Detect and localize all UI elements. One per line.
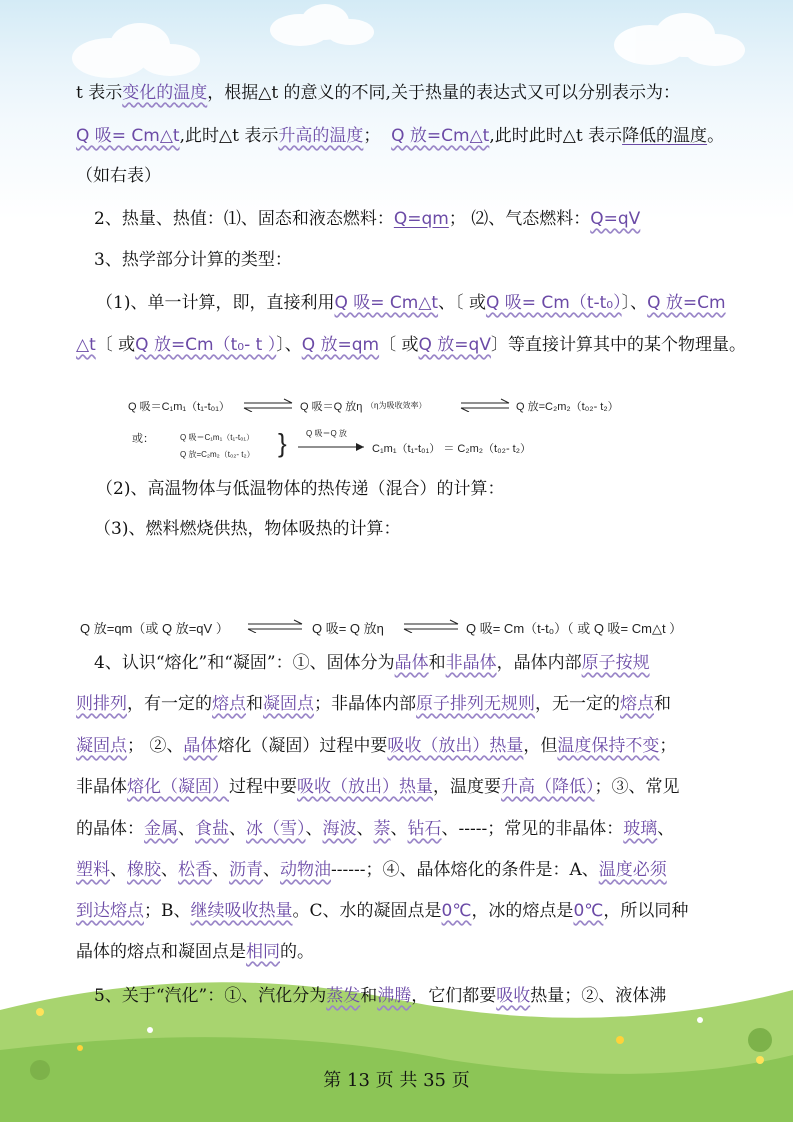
line-15 <box>76 857 667 883</box>
line-9: （3)、燃料燃烧供热，物体吸热的计算： <box>94 519 401 539</box>
answer: 升高（降低） <box>501 777 595 797</box>
line-1 <box>76 80 680 106</box>
answer: 吸收（放出）热量 <box>387 736 524 756</box>
answer: 原子按规 <box>581 653 650 673</box>
formula: Q 放=qm（或 Q 放=qV ） <box>80 621 229 636</box>
answer: 非晶体 <box>445 653 497 673</box>
line-10 <box>94 650 650 676</box>
text: （1)、单一计算，即，直接利用 <box>96 293 335 313</box>
text: 、 <box>390 819 408 839</box>
formula: Q 吸＝C₁m₁（t₁-t₀₁） <box>180 433 255 442</box>
text: ，温度要 <box>433 777 501 797</box>
answer: 玻璃 <box>623 819 658 839</box>
line-11 <box>76 691 671 717</box>
text: ；非晶体内部 <box>314 694 416 714</box>
text: 的晶体： <box>76 819 144 839</box>
text: 、 <box>263 860 280 880</box>
text: 和 <box>428 653 446 673</box>
answer: 晶体 <box>183 736 218 756</box>
answer: 沥青 <box>229 860 263 880</box>
answer: Q 吸= Cm△t <box>76 126 180 146</box>
line-18 <box>94 983 666 1009</box>
text: 2、热量、热值：⑴、固态和液态燃料： <box>94 209 394 229</box>
or-label: 或： <box>132 433 154 445</box>
text: ； <box>659 736 677 756</box>
answer: 金属 <box>144 819 178 839</box>
text: 。 <box>707 126 725 146</box>
equilibrium-arrow-icon <box>246 619 304 633</box>
formula-box-fuel <box>76 614 702 640</box>
answer: 熔化（凝固） <box>127 777 229 797</box>
answer: 凝固点 <box>76 736 127 756</box>
arrow-right-icon <box>296 442 366 452</box>
answer: 相同 <box>246 942 280 962</box>
answer: 吸收 <box>496 986 531 1006</box>
text: 、〔 或 <box>438 293 486 313</box>
formula: Q 吸＝C₁m₁（t₁-t₀₁） <box>128 401 230 413</box>
answer: 萘 <box>373 819 391 839</box>
answer: 冰（雪） <box>246 819 306 839</box>
answer: 0℃ <box>441 901 472 921</box>
equilibrium-arrow-icon <box>402 619 460 633</box>
line-14 <box>76 816 674 842</box>
text: ,此时△t 表示 <box>179 126 279 146</box>
answer: 海波 <box>322 819 357 839</box>
text: ，有一定的 <box>127 694 212 714</box>
answer: 继续吸收热量 <box>190 901 293 921</box>
text: ，但 <box>523 736 558 756</box>
answer: 变化的温度 <box>122 83 208 103</box>
text: ，它们都要 <box>411 986 497 1006</box>
line-17 <box>76 939 314 965</box>
text: 。C、水的凝固点是 <box>292 901 442 921</box>
answer: 沸腾 <box>377 986 412 1006</box>
answer: Q=qm <box>393 209 449 229</box>
text: 、 <box>305 819 323 839</box>
answer: Q 吸= Cm△t <box>334 293 439 313</box>
text: 〕等直接计算其中的某个物理量。 <box>490 335 746 355</box>
text: 〔 或 <box>379 335 419 355</box>
text: 和 <box>360 986 378 1006</box>
text: 、 <box>356 819 374 839</box>
answer: 橡胶 <box>127 860 161 880</box>
brace-icon: } <box>278 428 287 458</box>
text: ，所以同种 <box>603 901 689 921</box>
formula: Q 放=C₂m₂（t₀₂- t₂） <box>180 450 255 459</box>
answer: 温度保持不变 <box>557 736 660 756</box>
text: 、 <box>657 819 675 839</box>
text: 、 <box>110 860 127 880</box>
text: ，晶体内部 <box>496 653 582 673</box>
text: 、 <box>178 819 195 839</box>
text: ； <box>363 126 381 146</box>
line-4 <box>94 206 640 232</box>
text: ；③、常见 <box>594 777 680 797</box>
answer: Q 放=Cm（t₀- t ） <box>135 335 277 355</box>
note: （η为吸收效率） <box>366 401 427 410</box>
text: ；B、 <box>144 901 191 921</box>
text: 和 <box>246 694 263 714</box>
answer: 到达熔点 <box>76 901 144 921</box>
formula: Q 吸= Cm（t-t₀）（ 或 Q 吸= Cm△t ） <box>466 621 683 636</box>
answer: 塑料 <box>76 860 110 880</box>
answer: 吸收（放出）热量 <box>297 777 433 797</box>
text: 熔化（凝固）过程中要 <box>217 736 388 756</box>
line-12 <box>76 733 676 759</box>
answer: 熔点 <box>620 694 654 714</box>
text: 、 <box>212 860 229 880</box>
answer: Q 吸= Cm（t-t₀） <box>485 293 622 313</box>
answer: 钻石 <box>407 819 442 839</box>
equilibrium-arrow-icon <box>242 398 294 412</box>
answer: Q=qV <box>590 209 641 229</box>
line-13 <box>76 774 680 800</box>
answer: 晶体 <box>394 653 429 673</box>
text: 晶体的熔点和凝固点是 <box>76 942 246 962</box>
text: ，无一定的 <box>535 694 620 714</box>
formula-box-mixing <box>124 390 624 466</box>
text: ------；④、晶体熔化的条件是：A、 <box>331 860 599 880</box>
answer: 食盐 <box>195 819 229 839</box>
answer: 原子排列无规则 <box>416 694 535 714</box>
text: 热量；②、液体沸 <box>530 986 667 1006</box>
formula: Q 吸＝Q 放η <box>300 401 363 413</box>
answer: 升高的温度 <box>278 126 364 146</box>
answer: 熔点 <box>212 694 246 714</box>
text: ,此时此时△t 表示 <box>489 126 623 146</box>
text: 5、关于“汽化”：①、汽化分为 <box>94 986 327 1006</box>
text: 、 <box>161 860 178 880</box>
answer: 凝固点 <box>263 694 314 714</box>
text: 〕、 <box>621 293 648 313</box>
page-number: 第 13 页 共 35 页 <box>323 1070 470 1091</box>
text: ； ②、 <box>127 736 184 756</box>
text: 和 <box>654 694 671 714</box>
line-2 <box>76 123 724 149</box>
text: 、 <box>229 819 246 839</box>
formula: Q 放=C₂m₂（t₀₂- t₂） <box>516 401 619 413</box>
formula: Q 吸＝Q 放 <box>306 429 347 438</box>
answer: 0℃ <box>573 901 604 921</box>
answer: △t <box>76 335 96 355</box>
line-16 <box>76 898 688 924</box>
text: ，冰的熔点是 <box>471 901 574 921</box>
answer: 温度必须 <box>598 860 667 880</box>
line-6 <box>96 290 726 316</box>
text: t 表示 <box>76 83 123 103</box>
line-8: （2)、高温物体与低温物体的热传递（混合）的计算： <box>96 479 505 499</box>
text: 4、认识“熔化”和“凝固”：①、固体分为 <box>94 653 395 673</box>
answer: 则排列 <box>76 694 127 714</box>
answer: 松香 <box>178 860 212 880</box>
answer: 降低的温度 <box>622 126 708 146</box>
answer: 蒸发 <box>326 986 361 1006</box>
text: 的。 <box>280 942 314 962</box>
answer: Q 放=Cm <box>647 293 726 313</box>
answer: Q 放=qV <box>418 335 491 355</box>
text: 过程中要 <box>229 777 297 797</box>
text: 、-----；常见的非晶体： <box>441 819 624 839</box>
formula: Q 吸= Q 放η <box>312 621 384 636</box>
text: ，根据△t 的意义的不同,关于热量的表达式又可以分别表示为： <box>207 83 680 103</box>
text: 〔 或 <box>95 335 136 355</box>
line-7 <box>76 332 746 358</box>
text: 非晶体 <box>76 777 127 797</box>
line-5: 3、热学部分计算的类型： <box>94 250 292 270</box>
answer: 动物油 <box>280 860 331 880</box>
text: ； ⑵、气态燃料： <box>448 209 591 229</box>
text: 〕、 <box>276 335 302 355</box>
formula: C₁m₁（t₁-t₀₁） ＝ C₂m₂（t₀₂- t₂） <box>372 443 531 455</box>
line-3: （如右表） <box>76 166 161 186</box>
answer: Q 放=Cm△t <box>391 126 490 146</box>
equilibrium-arrow-icon <box>459 398 511 412</box>
answer: Q 放=qm <box>301 335 380 355</box>
